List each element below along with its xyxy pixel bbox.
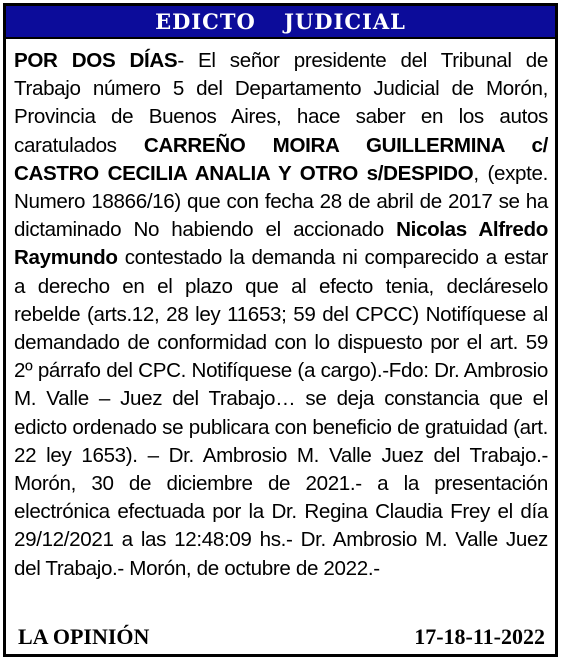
edict-text-1: - El señor presidente del Tribunal de Trabajo número 5 del Departamento Judicial de Morón, Provincia de Buenos Aires, hace saber en los autos caratulados	[14, 49, 549, 157]
case-caption: CARREÑO MOIRA GUILLERMINA c/ CASTRO CECILIA ANALIA Y OTRO s/DESPIDO	[14, 133, 549, 185]
edict-text-3: contestado la demanda ni comparecido a estar a derecho en el plazo que al efecto tenia, decláreselo rebelde (arts.12, 28 ley 11653; 59 del CPCC) Notifíquese al demandado de conformidad con lo dispuesto por el art. 59 2º párrafo del CPC. Notifíquese (a cargo).-Fdo: Dr. Ambrosio M. Valle – Juez del Trabajo… se deja constancia que el edicto ordenado se publicara con beneficio de gratuidad (art. 22 ley 1653). – Dr. Ambrosio M. Valle Juez del Trabajo.- Morón, 30 de diciembre de 2021.- a la presentación electrónica efectuada por la Dr. Regina Claudia Frey el día 29/12/2021 a las 12:48:09 hs.- Dr. Ambrosio M. Valle Juez del Trabajo.- Morón, de octubre de 2022.-	[14, 246, 548, 580]
edict-text-2: , (expte. Numero 18866/16) que con fecha 28 de abril de 2017 se ha dictaminado No habiendo el accionado	[14, 161, 548, 242]
publication-dates: 17-18-11-2022	[414, 624, 545, 649]
notice-footer	[18, 624, 545, 650]
defendant-name: Nicolas Alfredo Raymundo	[14, 218, 548, 270]
notice-title: EDICTO JUDICIAL	[155, 9, 406, 34]
notice-header	[6, 6, 555, 39]
edict-body	[6, 39, 555, 583]
edict-lead: POR DOS DÍAS	[14, 49, 178, 72]
publication-name: LA OPINIÓN	[18, 624, 150, 649]
edict-notice	[3, 3, 558, 657]
